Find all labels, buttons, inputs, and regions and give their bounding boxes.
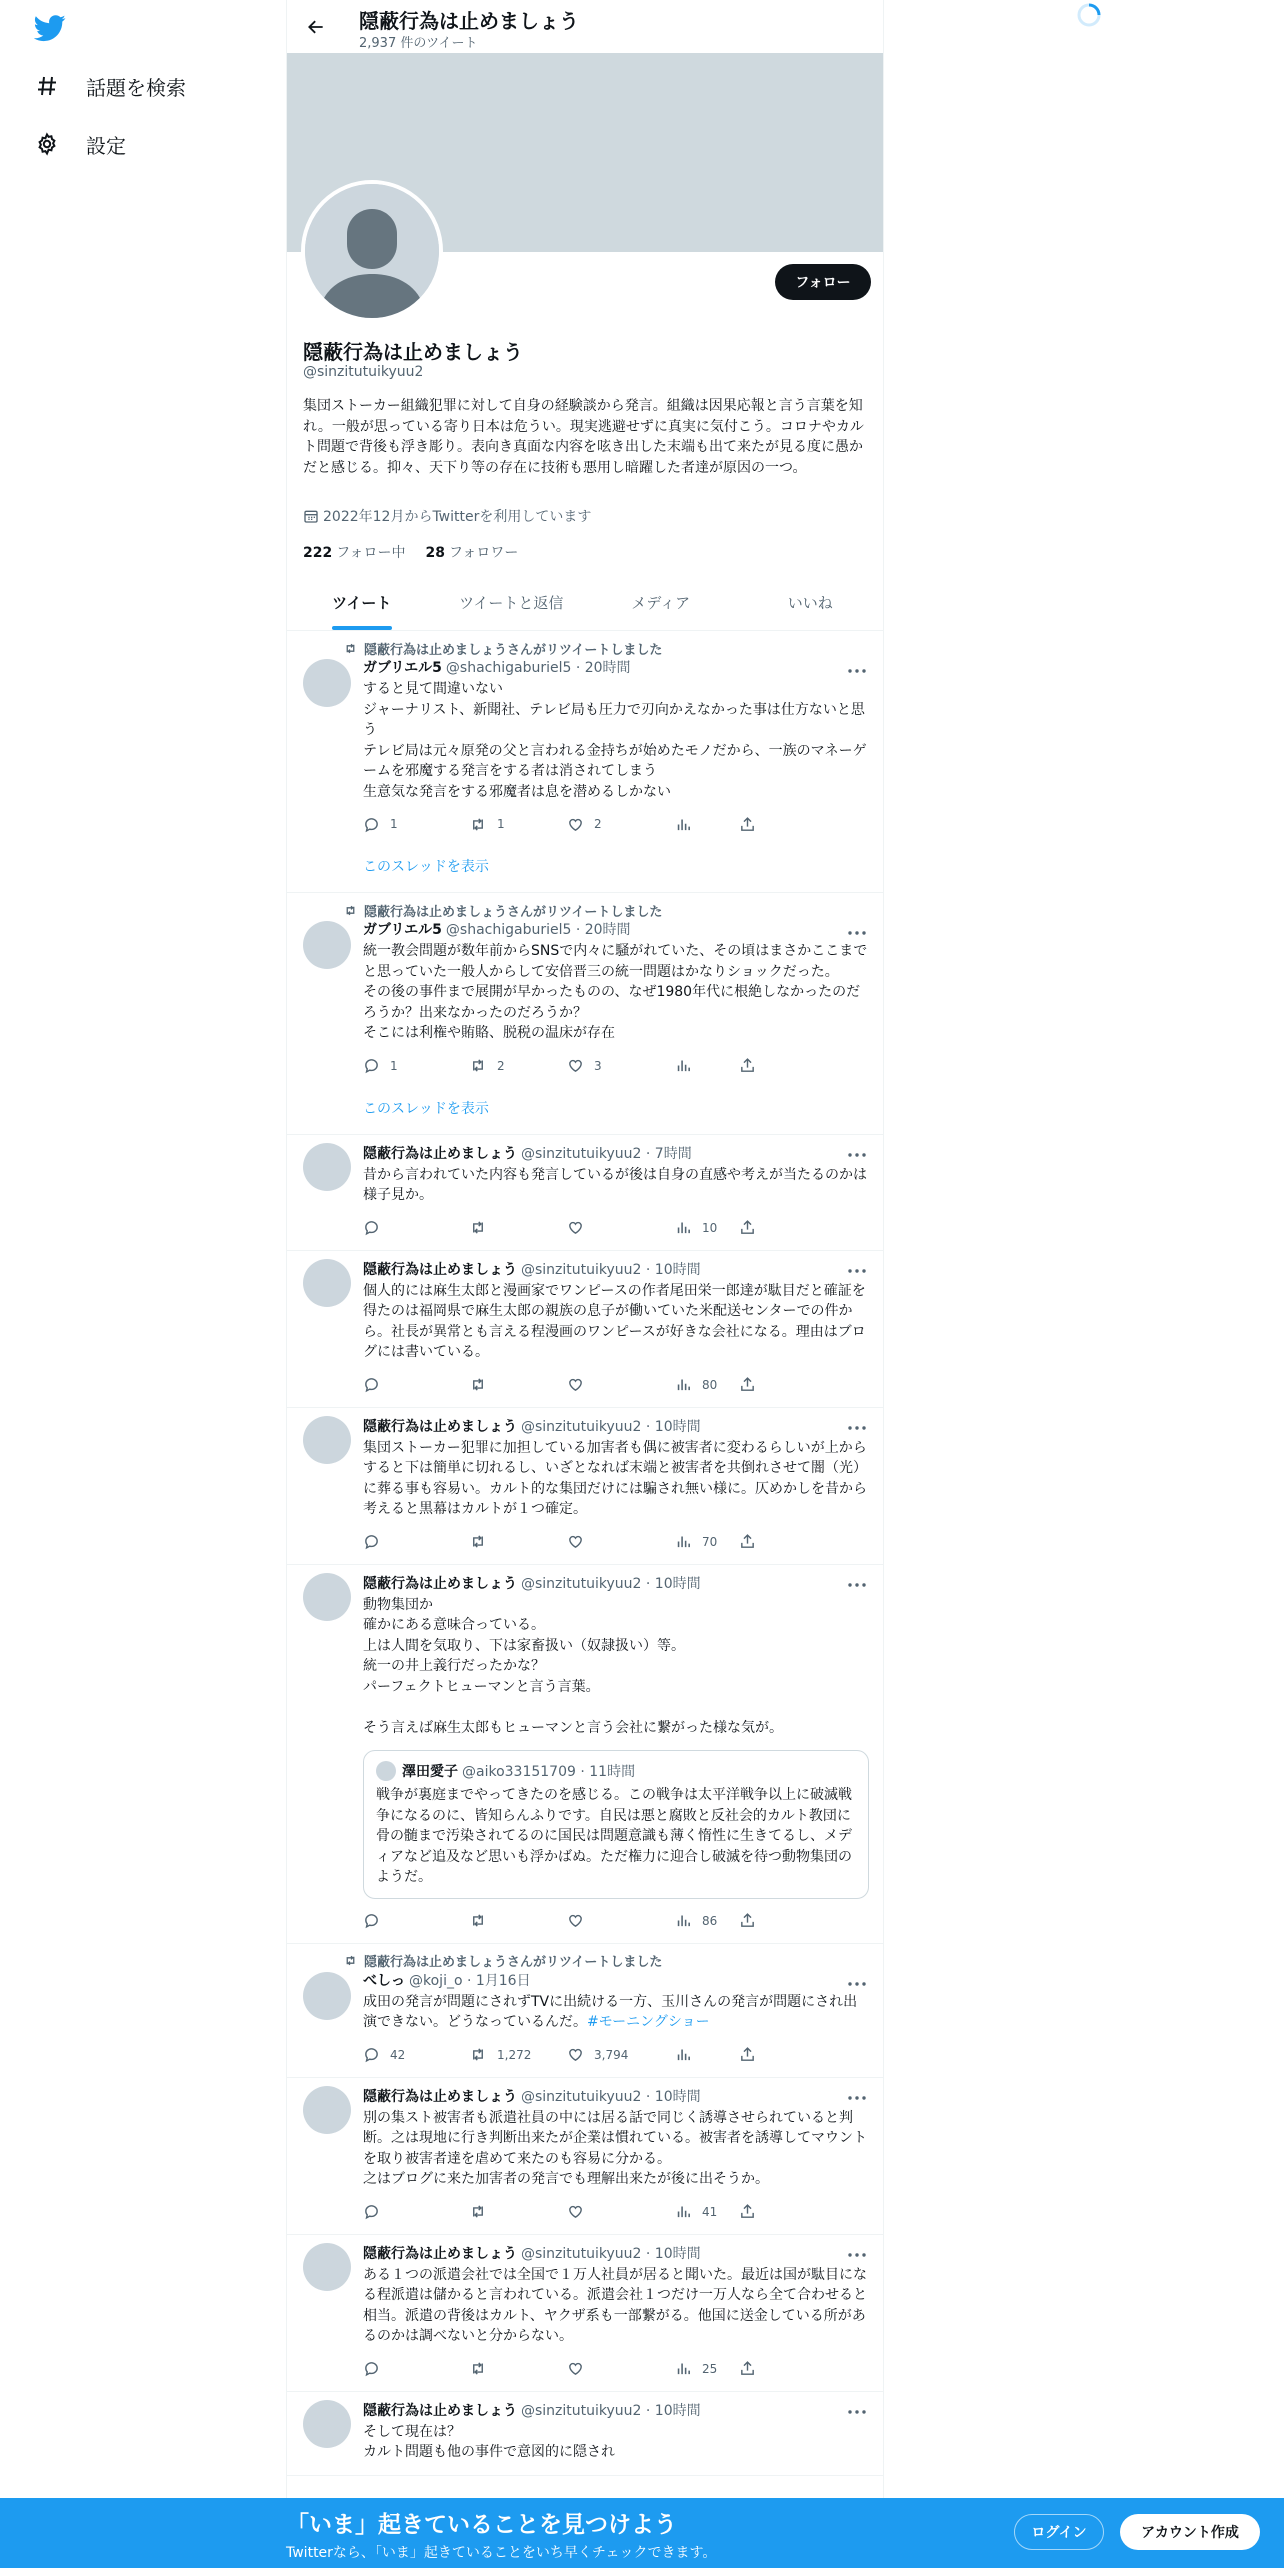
tweet-body: 昔から言われていた内容も発言しているが後は自身の直感や考えが当たるのかは様子見か。 bbox=[363, 1166, 867, 1203]
quoted-tweet-author-handle: @aiko33151709 · 11時間 bbox=[462, 1764, 636, 1780]
reply-icon bbox=[363, 1376, 380, 1393]
more-options-icon[interactable] bbox=[845, 1974, 869, 1994]
like-button[interactable] bbox=[567, 814, 677, 834]
views-chart-icon bbox=[675, 2046, 692, 2063]
hashtag-icon bbox=[32, 71, 62, 101]
reply-count: 1 bbox=[390, 817, 398, 831]
retweet-button[interactable] bbox=[469, 1218, 579, 1238]
follow-button[interactable]: フォロー bbox=[775, 264, 871, 300]
retweet-indicator bbox=[343, 639, 869, 657]
signup-prompt-bar bbox=[0, 2498, 1284, 2568]
tweet-avatar[interactable] bbox=[303, 2243, 351, 2291]
profile-bio: 集団ストーカー組織犯罪に対して自身の経験談から発言。組織は因果応報と言う言葉を知れ。一般が思っている寄り日本は危うい。現実逃避せずに真実に気付こう。コロナやカルト問題で背後も浮き彫り。表向き真面な内容を呟き出した末端も出て来たが見る度に愚かだと感じる。抑々、天下り等の存在に技術も悪用し暗躍した者達が原因の一つ。 bbox=[303, 398, 864, 476]
following-link[interactable] bbox=[303, 542, 406, 562]
reply-icon bbox=[363, 816, 380, 833]
tweet-author-handle[interactable]: @sinzitutuikyuu2 · 10時間 bbox=[521, 1575, 701, 1592]
share-button[interactable] bbox=[739, 1056, 803, 1076]
view-count: 70 bbox=[702, 1534, 718, 1549]
share-icon bbox=[739, 1533, 756, 1550]
tweet-body: 個人的には麻生太郎と漫画家でワンピースの作者尾田栄一郎達が駄目だと確証を得たのは福岡県で麻生太郎の親族の息子が働いていた米配送センターでの件から。社長が異常とも言える程漫画のワンピースが好きな会社になる。理由はブログには書いている。 bbox=[363, 1282, 866, 1360]
like-button[interactable] bbox=[567, 2202, 677, 2222]
tweet-author-handle[interactable]: @sinzitutuikyuu2 · 10時間 bbox=[521, 2245, 701, 2262]
tweet-avatar[interactable] bbox=[303, 1972, 351, 2020]
signup-prompt-subtitle: Twitterなら、「いま」起きていることをいち早くチェックできます。 bbox=[286, 2545, 717, 2561]
heart-icon bbox=[567, 1057, 584, 1074]
profile-header-bar bbox=[287, 0, 884, 53]
retweet-button[interactable] bbox=[469, 814, 579, 834]
more-options-icon[interactable] bbox=[845, 1575, 869, 1595]
tweet-actions bbox=[363, 1911, 869, 1931]
retweet-count: 2 bbox=[497, 1058, 505, 1073]
share-icon bbox=[739, 2360, 756, 2377]
tweet-author-name[interactable]: 隠蔽行為は止めましょう bbox=[363, 2402, 517, 2419]
tweet-header bbox=[363, 1259, 869, 1279]
profile-counts bbox=[303, 542, 518, 562]
tweet-author-handle[interactable]: @shachigaburiel5 · 20時間 bbox=[445, 660, 631, 676]
share-icon bbox=[739, 1376, 756, 1393]
tweet-body: 別の集スト被害者も派遣社員の中には居る話で同じく誘導させられていると判断。之は現地に行き判断出来たが企業は慣れている。被害者を誘導してマウントを取り被害者達を虐めて来たのも容易に分かる。 之はブログに来た加害者の発言でも理解出来たが後に出そうか。 bbox=[363, 2109, 867, 2187]
tweet-text bbox=[363, 1595, 869, 1739]
profile-avatar[interactable] bbox=[301, 180, 443, 322]
nav-settings-label: 設定 bbox=[86, 133, 126, 158]
retweet-count: 1,272 bbox=[497, 2047, 532, 2062]
tweet-author-handle[interactable]: @sinzitutuikyuu2 · 10時間 bbox=[521, 2402, 701, 2419]
share-button[interactable] bbox=[739, 1375, 803, 1395]
retweet-icon bbox=[469, 2203, 487, 2220]
tab-tweets[interactable]: ツイート bbox=[287, 578, 437, 630]
heart-icon bbox=[567, 1912, 584, 1929]
tweet-actions bbox=[363, 1532, 869, 1552]
tweet-actions bbox=[363, 1218, 869, 1238]
more-options-icon[interactable] bbox=[845, 2088, 869, 2108]
retweet-icon bbox=[469, 1912, 487, 1929]
tweet-author-handle[interactable]: @koji_o · 1月16日 bbox=[409, 1972, 531, 1989]
tweet-avatar[interactable] bbox=[303, 1143, 351, 1191]
share-icon bbox=[739, 1219, 756, 1236]
default-avatar-icon bbox=[305, 184, 439, 318]
tweet-header bbox=[363, 1416, 869, 1436]
reply-icon bbox=[363, 1912, 380, 1929]
reply-icon bbox=[363, 2046, 380, 2063]
like-button[interactable] bbox=[567, 1532, 677, 1552]
view-count: 41 bbox=[702, 2204, 718, 2219]
tweet[interactable] bbox=[287, 1135, 884, 1251]
tweet[interactable] bbox=[287, 1251, 884, 1408]
tweet-body: 統一教会問題が数年前からSNSで内々に騒がれていた、その頃はまさかここまでと思っていた一般人からして安倍晋三の統一問題はかなりショックだった。 その後の事件まで展開が早かったものの、なぜ1980年代に根絶しなかったのだろうか？出来なかったのだろうか？ そこには利権や賄賂、脱税の温床が存在 bbox=[363, 943, 868, 1041]
views-chart-icon bbox=[675, 816, 692, 833]
nav-explore[interactable] bbox=[32, 64, 186, 108]
reply-button[interactable] bbox=[363, 1218, 427, 1238]
reply-button[interactable] bbox=[363, 2202, 427, 2222]
tab-likes[interactable]: いいね bbox=[787, 594, 833, 612]
tweet-body: そして現在は？ カルト問題も他の事件で意図的に隠され bbox=[363, 2423, 615, 2460]
tweet[interactable] bbox=[287, 1944, 884, 2078]
heart-icon bbox=[567, 1533, 584, 1550]
share-button[interactable] bbox=[739, 2359, 803, 2379]
more-options-icon[interactable] bbox=[845, 923, 869, 943]
share-button[interactable] bbox=[739, 1532, 803, 1552]
share-button[interactable] bbox=[739, 2202, 803, 2222]
view-count: 10 bbox=[702, 1220, 718, 1235]
tweet-body: ある１つの派遣会社では全国で１万人社員が居ると聞いた。最近は国が駄目になる程派遣は儲かると言われている。派遣会社１つだけ一万人なら全て合わせると相当。派遣の背後はカルト、ヤクザ系も一部繋がる。他国に送金している所があるのかは調べないと分からない。 bbox=[363, 2266, 867, 2344]
like-button[interactable] bbox=[567, 1218, 677, 1238]
tweet-avatar[interactable] bbox=[303, 2086, 351, 2134]
tweet-actions bbox=[363, 2045, 869, 2065]
tab-tweets-and-replies[interactable]: ツイートと返信 bbox=[459, 594, 564, 612]
tweet-actions bbox=[363, 1375, 869, 1395]
tweet-avatar[interactable] bbox=[303, 1416, 351, 1464]
loading-spinner-icon bbox=[1076, 2, 1102, 28]
login-button[interactable]: ログイン bbox=[1014, 2514, 1104, 2550]
hashtag-link[interactable]: #モーニングショー bbox=[587, 2014, 710, 2030]
quoted-tweet-avatar bbox=[376, 1761, 396, 1781]
more-options-icon[interactable] bbox=[845, 2245, 869, 2265]
retweet-count: 1 bbox=[497, 817, 505, 831]
tweet-avatar[interactable] bbox=[303, 1573, 351, 1621]
tweet[interactable] bbox=[287, 2078, 884, 2235]
like-count: 2 bbox=[594, 817, 602, 831]
heart-icon bbox=[567, 1219, 584, 1236]
like-button[interactable] bbox=[567, 2045, 677, 2065]
profile-tabs bbox=[287, 578, 884, 631]
tweet[interactable] bbox=[287, 2392, 884, 2476]
tweet-header bbox=[363, 1143, 869, 1163]
tweet-header bbox=[363, 2243, 869, 2263]
view-count: 80 bbox=[702, 1377, 718, 1392]
nav-explore-label: 話題を検索 bbox=[86, 75, 186, 100]
profile-name: 隠蔽行為は止めましょう bbox=[303, 340, 523, 364]
retweet-indicator-label: 隠蔽行為は止めましょうさんがリツイートしました bbox=[364, 1955, 663, 1970]
tweet-author-handle[interactable]: @sinzitutuikyuu2 · 10時間 bbox=[521, 2088, 701, 2105]
more-options-icon[interactable] bbox=[845, 661, 869, 681]
tweet[interactable] bbox=[287, 1565, 884, 1944]
reply-button[interactable] bbox=[363, 1375, 427, 1395]
tweet-author-name[interactable]: ガブリエル5 bbox=[363, 922, 442, 938]
retweet-indicator-label: 隠蔽行為は止めましょうさんがリツイートしました bbox=[364, 904, 663, 920]
tweet-text bbox=[363, 1281, 869, 1363]
tweet-author-name[interactable]: べしっ bbox=[363, 1972, 405, 1989]
retweet-icon bbox=[469, 1376, 487, 1393]
tweet-text bbox=[363, 2265, 869, 2347]
tab-media[interactable]: メディア bbox=[631, 594, 691, 612]
tweet[interactable] bbox=[287, 631, 884, 893]
reply-icon bbox=[363, 1219, 380, 1236]
nav-settings[interactable] bbox=[32, 122, 126, 166]
retweet-icon bbox=[469, 2046, 487, 2063]
reply-icon bbox=[363, 2203, 380, 2220]
heart-icon bbox=[567, 2203, 584, 2220]
tweet-author-handle[interactable]: @sinzitutuikyuu2 · 7時間 bbox=[521, 1145, 692, 1162]
share-icon bbox=[739, 1057, 756, 1074]
followers-label: フォロワー bbox=[449, 545, 519, 561]
more-options-icon[interactable] bbox=[845, 2402, 869, 2422]
retweet-icon bbox=[469, 2360, 487, 2377]
tweet-body: 集団ストーカー犯罪に加担している加害者も偶に被害者に変わるらしいが上からすると下は簡単に切れるし、いざとなれば末端と被害者を共倒れさせて闇（光）に葬る事も容易い。カルト的な集団だけには騙され無い様に。仄めかしを昔から考えると黒幕はカルトが１つ確定。 bbox=[363, 1439, 867, 1517]
quoted-tweet-header bbox=[376, 1761, 856, 1781]
tweet-header bbox=[363, 1573, 869, 1593]
retweet-icon bbox=[343, 904, 358, 917]
tweet-author-name[interactable]: ガブリエル5 bbox=[363, 660, 442, 676]
views-chart-icon bbox=[675, 2360, 692, 2377]
tweet-actions bbox=[363, 2202, 869, 2222]
reply-button[interactable] bbox=[363, 814, 427, 834]
tweet-author-handle[interactable]: @shachigaburiel5 · 20時間 bbox=[445, 922, 631, 938]
view-count: 25 bbox=[702, 2361, 718, 2376]
following-count: 222 bbox=[303, 545, 333, 561]
tweet-header bbox=[363, 919, 869, 939]
view-count: 86 bbox=[702, 1913, 718, 1928]
retweet-icon bbox=[469, 1057, 487, 1074]
show-thread-link[interactable]: このスレッドを表示 bbox=[363, 1100, 489, 1117]
tweet-text bbox=[363, 1438, 869, 1520]
retweet-icon bbox=[469, 1219, 487, 1236]
tweet-text bbox=[363, 1165, 869, 1206]
twitter-logo-icon[interactable] bbox=[34, 12, 66, 44]
retweet-icon bbox=[343, 1954, 358, 1967]
main-column bbox=[286, 0, 884, 2568]
retweet-icon bbox=[469, 1533, 487, 1550]
retweet-button[interactable] bbox=[469, 2045, 579, 2065]
share-button[interactable] bbox=[739, 1911, 803, 1931]
retweet-indicator bbox=[343, 1952, 869, 1970]
tweet-avatar[interactable] bbox=[303, 659, 351, 707]
more-options-icon[interactable] bbox=[845, 1145, 869, 1165]
reply-button[interactable] bbox=[363, 1056, 427, 1076]
tweet-author-name[interactable]: 隠蔽行為は止めましょう bbox=[363, 2088, 517, 2105]
tweet-text bbox=[363, 679, 869, 802]
like-button[interactable] bbox=[567, 1911, 677, 1931]
like-button[interactable] bbox=[567, 1375, 677, 1395]
reply-icon bbox=[363, 2360, 380, 2377]
gear-icon bbox=[32, 129, 62, 159]
tweet-text bbox=[363, 1992, 869, 2033]
share-icon bbox=[739, 2046, 756, 2063]
retweet-button[interactable] bbox=[469, 2202, 579, 2222]
views-button[interactable] bbox=[675, 1056, 739, 1076]
views-chart-icon bbox=[675, 1533, 692, 1550]
retweet-indicator bbox=[343, 901, 869, 919]
views-chart-icon bbox=[675, 1376, 692, 1393]
tweet-timeline bbox=[287, 631, 884, 2476]
tweet-actions bbox=[363, 2359, 869, 2379]
share-button[interactable] bbox=[739, 814, 803, 834]
views-button[interactable] bbox=[675, 2202, 739, 2222]
header-title: 隠蔽行為は止めましょう bbox=[359, 9, 579, 33]
show-thread-link[interactable]: このスレッドを表示 bbox=[363, 859, 489, 875]
tweet[interactable] bbox=[287, 2235, 884, 2392]
quoted-tweet-text: 戦争が裏庭までやってきたのを感じる。この戦争は太平洋戦争以上に破滅戦争になるのに、皆知らんふりです。自民は悪と腐敗と反社会的カルト教団に骨の髄まで汚染されてるのに国民は問題意識も薄く惰性に生きてるし、メディアなど追及など思いも浮かばぬ。ただ権力に迎合し破滅を待つ動物集団のようだ。 bbox=[376, 1787, 852, 1885]
tweet-text bbox=[363, 941, 869, 1044]
followers-link[interactable] bbox=[426, 542, 519, 562]
header-tweet-count: 2,937 件のツイート bbox=[359, 36, 478, 51]
following-label: フォロー中 bbox=[336, 545, 406, 561]
reply-count: 42 bbox=[390, 2047, 406, 2062]
share-button[interactable] bbox=[739, 2045, 803, 2065]
like-button[interactable] bbox=[567, 2359, 677, 2379]
profile-handle: @sinzitutuikyuu2 bbox=[303, 364, 424, 380]
share-button[interactable] bbox=[739, 1218, 803, 1238]
tweet-author-handle[interactable]: @sinzitutuikyuu2 · 10時間 bbox=[521, 1418, 701, 1435]
tweet-text bbox=[363, 2108, 869, 2190]
tweet-actions bbox=[363, 814, 869, 834]
views-button[interactable] bbox=[675, 1375, 739, 1395]
arrow-left-icon bbox=[306, 17, 326, 37]
reply-icon bbox=[363, 1533, 380, 1550]
tweet-body: 成田の発言が問題にされずTVに出続ける一方、玉川さんの発言が問題にされ出演できない。どうなっているんだ。 bbox=[363, 1993, 858, 2030]
tweet-header bbox=[363, 657, 869, 677]
calendar-icon bbox=[303, 508, 319, 524]
tweet-author-name[interactable]: 隠蔽行為は止めましょう bbox=[363, 1575, 517, 1592]
signup-prompt-title: 「いま」起きていることを見つけよう bbox=[286, 2512, 677, 2538]
share-icon bbox=[739, 816, 756, 833]
followers-count: 28 bbox=[425, 545, 446, 561]
retweet-button[interactable] bbox=[469, 2359, 579, 2379]
retweet-button[interactable] bbox=[469, 1911, 579, 1931]
retweet-button[interactable] bbox=[469, 1532, 579, 1552]
reply-button[interactable] bbox=[363, 1532, 427, 1552]
tweet-author-name[interactable]: 隠蔽行為は止めましょう bbox=[363, 1261, 517, 1278]
reply-icon bbox=[363, 1057, 380, 1074]
share-icon bbox=[739, 1912, 756, 1929]
tweet-body: 動物集団か 確かにある意味合っている。 上は人間を気取り、下は家畜扱い（奴隷扱い）等。 統一の井上義行だったかな？ パーフェクトヒューマンと言う言葉。 そう言えば麻生太郎もヒューマンと言う会社に繋がった様な気が。 bbox=[363, 1596, 783, 1736]
retweet-indicator-label: 隠蔽行為は止めましょうさんがリツイートしました bbox=[364, 642, 663, 658]
tweet-text bbox=[363, 2422, 869, 2463]
retweet-button[interactable] bbox=[469, 1056, 579, 1076]
tweet-avatar[interactable] bbox=[303, 921, 351, 969]
heart-icon bbox=[567, 2046, 584, 2063]
retweet-button[interactable] bbox=[469, 1375, 579, 1395]
views-chart-icon bbox=[675, 1219, 692, 1236]
views-chart-icon bbox=[675, 1057, 692, 1074]
retweet-icon bbox=[343, 642, 358, 655]
tweet-body: すると見て間違いない ジャーナリスト、新聞社、テレビ局も圧力で刃向かえなかった事は仕方ないと思う テレビ局は元々原発の父と言われる金持ちが始めたモノだから、一族のマネーゲームを邪魔する発言をする者は消されてしまう 生意気な発言をする邪魔者は息を潜めるしかない bbox=[363, 681, 867, 800]
tweet-avatar[interactable] bbox=[303, 1259, 351, 1307]
reply-button[interactable] bbox=[363, 2359, 427, 2379]
views-button[interactable] bbox=[675, 1911, 739, 1931]
views-button[interactable] bbox=[675, 2045, 739, 2065]
tweet-header bbox=[363, 2400, 869, 2420]
heart-icon bbox=[567, 1376, 584, 1393]
signup-button[interactable]: アカウント作成 bbox=[1120, 2514, 1260, 2550]
profile-joined bbox=[303, 506, 591, 526]
views-chart-icon bbox=[675, 2203, 692, 2220]
profile-joined-text: 2022年12月からTwitterを利用しています bbox=[323, 509, 592, 525]
views-button[interactable] bbox=[675, 1532, 739, 1552]
tweet-author-name[interactable]: 隠蔽行為は止めましょう bbox=[363, 2245, 517, 2262]
like-button[interactable] bbox=[567, 1056, 677, 1076]
tweet-actions bbox=[363, 1056, 869, 1076]
tweet-header bbox=[363, 2086, 869, 2106]
more-options-icon[interactable] bbox=[845, 1261, 869, 1281]
heart-icon bbox=[567, 2360, 584, 2377]
tweet-author-handle[interactable]: @sinzitutuikyuu2 · 10時間 bbox=[521, 1261, 701, 1278]
reply-button[interactable] bbox=[363, 2045, 427, 2065]
share-icon bbox=[739, 2203, 756, 2220]
tweet-avatar[interactable] bbox=[303, 2400, 351, 2448]
tweet-header bbox=[363, 1970, 869, 1990]
tweet-author-name[interactable]: 隠蔽行為は止めましょう bbox=[363, 1145, 517, 1162]
retweet-icon bbox=[469, 816, 487, 833]
views-chart-icon bbox=[675, 1912, 692, 1929]
quoted-tweet[interactable] bbox=[363, 1750, 869, 1899]
quoted-tweet-author-name: 澤田愛子 bbox=[402, 1764, 458, 1780]
heart-icon bbox=[567, 816, 584, 833]
tweet-author-name[interactable]: 隠蔽行為は止めましょう bbox=[363, 1418, 517, 1435]
more-options-icon[interactable] bbox=[845, 1418, 869, 1438]
tweet[interactable] bbox=[287, 893, 884, 1135]
reply-count: 1 bbox=[390, 1058, 398, 1073]
views-button[interactable] bbox=[675, 814, 739, 834]
views-button[interactable] bbox=[675, 1218, 739, 1238]
like-count: 3,794 bbox=[594, 2047, 629, 2062]
like-count: 3 bbox=[594, 1058, 602, 1073]
views-button[interactable] bbox=[675, 2359, 739, 2379]
back-button[interactable] bbox=[299, 10, 333, 44]
tweet[interactable] bbox=[287, 1408, 884, 1565]
reply-button[interactable] bbox=[363, 1911, 427, 1931]
